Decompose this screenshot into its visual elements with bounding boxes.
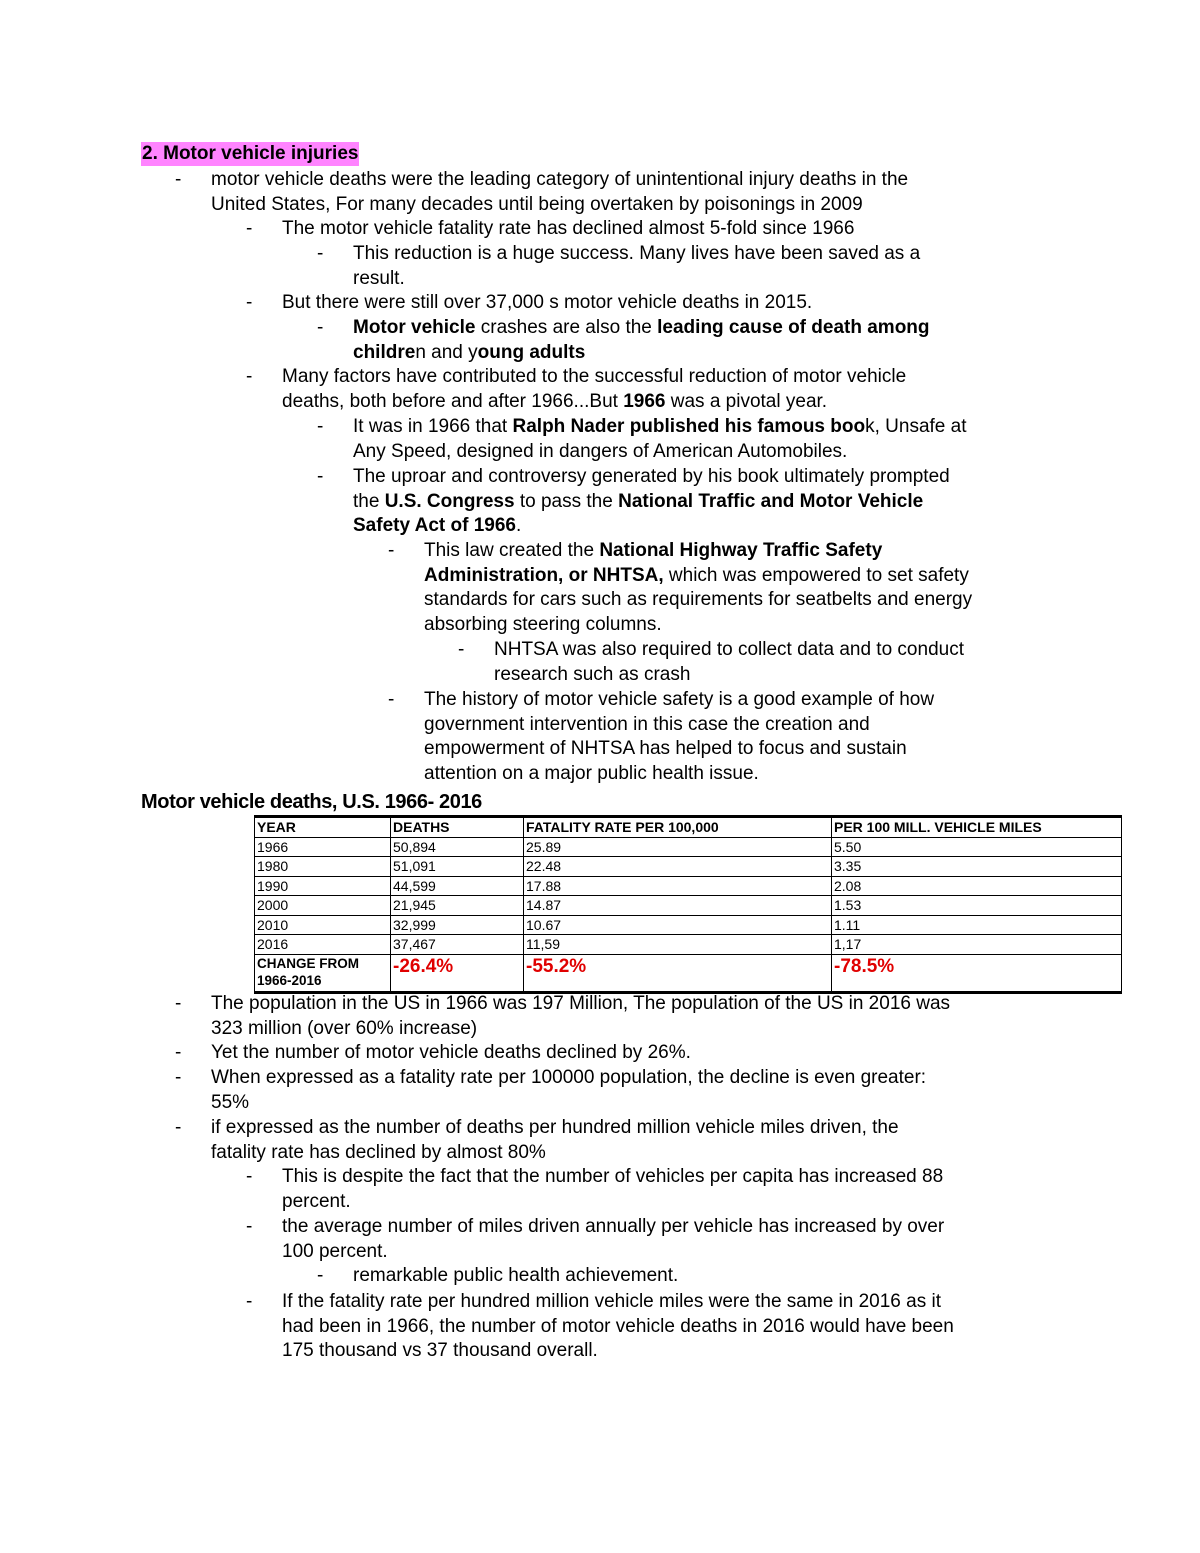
bullet-line: If the fatality rate per hundred million vehicle miles were the same in 2016 as it bbox=[282, 1291, 941, 1312]
table-cell: 17.88 bbox=[524, 876, 832, 896]
bullet-text bbox=[353, 415, 966, 464]
table-cell: 25.89 bbox=[524, 837, 832, 857]
table-cell: 2016 bbox=[255, 935, 391, 955]
bold-text: leading cause of death among bbox=[657, 317, 930, 338]
table-cell: 32,999 bbox=[391, 915, 524, 935]
bullet-dash: - bbox=[246, 1291, 253, 1312]
bullet-dash: - bbox=[388, 689, 395, 710]
bullet-text bbox=[211, 168, 908, 217]
table-cell: 1980 bbox=[255, 857, 391, 877]
bullet-dash: - bbox=[388, 540, 395, 561]
text-span: This law created the bbox=[424, 540, 600, 561]
bullet-text bbox=[211, 1066, 926, 1115]
table-row bbox=[255, 896, 1122, 916]
change-row bbox=[255, 954, 1122, 992]
bullet-line: Many factors have contributed to the successful reduction of motor vehicle bbox=[282, 366, 907, 387]
bullet-line: The population in the US in 1966 was 197 Million, The population of the US in 2016 was bbox=[211, 993, 951, 1014]
bullet-dash: - bbox=[246, 1166, 253, 1187]
bullet-dash: - bbox=[246, 292, 253, 313]
bullet-line: percent. bbox=[282, 1190, 351, 1212]
change-value: -26.4% bbox=[391, 954, 524, 992]
bullet-dash: - bbox=[317, 317, 324, 338]
bullet-text bbox=[353, 316, 930, 365]
table-cell: 50,894 bbox=[391, 837, 524, 857]
bullet-line: attention on a major public health issue. bbox=[424, 762, 759, 784]
bullet-dash: - bbox=[246, 218, 253, 239]
bullet-line: empowerment of NHTSA has helped to focus and sustain bbox=[424, 738, 907, 760]
bullet-dash: - bbox=[317, 243, 324, 264]
column-header: YEAR bbox=[255, 817, 391, 838]
table-title: Motor vehicle deaths, U.S. 1966- 2016 bbox=[141, 791, 482, 813]
bullet-dash: - bbox=[175, 1117, 182, 1138]
table-cell: 5.50 bbox=[832, 837, 1122, 857]
text-span: the bbox=[353, 490, 385, 512]
table-cell: 2000 bbox=[255, 896, 391, 916]
table-cell: 11,59 bbox=[524, 935, 832, 955]
bullet-dash: - bbox=[458, 639, 465, 660]
bullet-line: United States, For many decades until being overtaken by poisonings in 2009 bbox=[211, 193, 863, 215]
bullet-line: This reduction is a huge success. Many lives have been saved as a bbox=[353, 243, 921, 264]
table-cell: 1966 bbox=[255, 837, 391, 857]
bullet-dash: - bbox=[317, 1265, 324, 1286]
bullet-text bbox=[282, 1215, 944, 1264]
bullet-line: 55% bbox=[211, 1091, 250, 1113]
column-header: PER 100 MILL. VEHICLE MILES bbox=[832, 817, 1122, 838]
table-cell: 21,945 bbox=[391, 896, 524, 916]
bullet-line: NHTSA was also required to collect data and to conduct bbox=[494, 639, 964, 660]
bullet-line: The uproar and controversy generated by his book ultimately prompted bbox=[353, 466, 950, 487]
table-cell: 51,091 bbox=[391, 857, 524, 877]
bullet-text: Yet the number of motor vehicle deaths declined by 26%. bbox=[211, 1042, 691, 1063]
bullet-dash: - bbox=[175, 1042, 182, 1063]
text-span: was a pivotal year. bbox=[665, 390, 828, 412]
bullet-text bbox=[424, 539, 972, 637]
column-header: DEATHS bbox=[391, 817, 524, 838]
bullet-line: The history of motor vehicle safety is a good example of how bbox=[424, 689, 935, 710]
bold-text: U.S. Congress bbox=[384, 490, 515, 512]
bullet-dash: - bbox=[175, 993, 182, 1014]
bullet-line: motor vehicle deaths were the leading category of unintentional injury deaths in the bbox=[211, 169, 909, 190]
table-row bbox=[255, 915, 1122, 935]
deaths-table bbox=[254, 815, 1122, 994]
bullet-line bbox=[353, 316, 930, 341]
bullet-text bbox=[424, 688, 934, 786]
table-cell: 2.08 bbox=[832, 876, 1122, 896]
table-cell: 37,467 bbox=[391, 935, 524, 955]
change-label bbox=[255, 954, 391, 992]
bullet-dash: - bbox=[246, 366, 253, 387]
bullet-line bbox=[282, 390, 906, 415]
bullet-text bbox=[211, 1116, 899, 1165]
bullet-line: government intervention in this case the creation and bbox=[424, 713, 870, 735]
bullet-line bbox=[353, 490, 950, 515]
text-span: deaths, both before and after 1966...But bbox=[282, 390, 624, 412]
column-header: FATALITY RATE PER 100,000 bbox=[524, 817, 832, 838]
table-row bbox=[255, 876, 1122, 896]
bullet-text: But there were still over 37,000 s motor vehicle deaths in 2015. bbox=[282, 292, 813, 313]
change-label-line: CHANGE FROM bbox=[257, 955, 359, 971]
bold-text: National Highway Traffic Safety bbox=[599, 540, 883, 561]
table-cell: 1990 bbox=[255, 876, 391, 896]
bullet-line: 323 million (over 60% increase) bbox=[211, 1017, 478, 1039]
bullet-line: This is despite the fact that the number of vehicles per capita has increased 88 bbox=[282, 1166, 944, 1187]
text-span: n and y bbox=[415, 341, 478, 363]
table-cell: 10.67 bbox=[524, 915, 832, 935]
bullet-dash: - bbox=[175, 169, 182, 190]
bullet-line: the average number of miles driven annually per vehicle has increased by over bbox=[282, 1216, 945, 1237]
table-row bbox=[255, 857, 1122, 877]
bold-text: Ralph Nader published his famous boo bbox=[512, 416, 866, 437]
bullet-line bbox=[353, 514, 950, 539]
table-cell: 14.87 bbox=[524, 896, 832, 916]
change-value: -78.5% bbox=[832, 954, 1122, 992]
table-cell: 44,599 bbox=[391, 876, 524, 896]
bold-text: Administration, or NHTSA, bbox=[424, 564, 664, 586]
bullet-line: absorbing steering columns. bbox=[424, 613, 662, 635]
bullet-text bbox=[353, 242, 920, 291]
section-heading: 2. Motor vehicle injuries bbox=[142, 143, 359, 164]
bullet-text bbox=[494, 638, 964, 687]
bullet-text bbox=[211, 992, 950, 1041]
bullet-dash: - bbox=[317, 466, 324, 487]
bullet-text: remarkable public health achievement. bbox=[353, 1265, 679, 1286]
bullet-line: Any Speed, designed in dangers of American Automobiles. bbox=[353, 440, 848, 462]
bullet-text bbox=[282, 1165, 943, 1214]
text-span: crashes are also the bbox=[475, 317, 658, 338]
bold-text: Safety Act of 1966 bbox=[353, 515, 516, 537]
bullet-line: 175 thousand vs 37 thousand overall. bbox=[282, 1340, 598, 1362]
bullet-line bbox=[353, 341, 930, 366]
text-span: to pass the bbox=[514, 490, 619, 512]
text-span: . bbox=[515, 515, 522, 537]
table-cell: 1.11 bbox=[832, 915, 1122, 935]
bullet-line: research such as crash bbox=[494, 663, 691, 685]
change-value: -55.2% bbox=[524, 954, 832, 992]
bullet-line bbox=[353, 415, 966, 440]
bold-text: oung adults bbox=[477, 341, 586, 363]
bold-text: National Traffic and Motor Vehicle bbox=[618, 490, 924, 512]
table-cell: 22.48 bbox=[524, 857, 832, 877]
table-cell: 1,17 bbox=[832, 935, 1122, 955]
bullet-line: standards for cars such as requirements for seatbelts and energy bbox=[424, 589, 973, 611]
bold-text: Motor vehicle bbox=[353, 317, 476, 338]
bullet-line: had been in 1966, the number of motor vehicle deaths in 2016 would have been bbox=[282, 1315, 954, 1337]
bullet-text bbox=[282, 1290, 954, 1364]
bullet-line: result. bbox=[353, 267, 405, 289]
bullet-dash: - bbox=[175, 1067, 182, 1088]
bullet-line bbox=[424, 564, 972, 589]
text-span: k, Unsafe at bbox=[865, 416, 967, 437]
bullet-text: The motor vehicle fatality rate has declined almost 5-fold since 1966 bbox=[282, 218, 855, 239]
bold-text: childre bbox=[353, 341, 416, 363]
bullet-line: if expressed as the number of deaths per hundred million vehicle miles driven, the bbox=[211, 1117, 899, 1138]
bullet-line: fatality rate has declined by almost 80% bbox=[211, 1141, 546, 1163]
table-cell: 3.35 bbox=[832, 857, 1122, 877]
bullet-text bbox=[353, 465, 950, 539]
bullet-line bbox=[424, 539, 972, 564]
table-cell: 1.53 bbox=[832, 896, 1122, 916]
bullet-dash: - bbox=[246, 1216, 253, 1237]
bullet-dash: - bbox=[317, 416, 324, 437]
table-row bbox=[255, 935, 1122, 955]
bold-text: 1966 bbox=[623, 390, 666, 412]
table-cell: 2010 bbox=[255, 915, 391, 935]
table-row bbox=[255, 837, 1122, 857]
change-label-line: 1966-2016 bbox=[257, 972, 322, 988]
bullet-line: 100 percent. bbox=[282, 1240, 388, 1262]
text-span: which was empowered to set safety bbox=[663, 564, 969, 586]
bullet-line: When expressed as a fatality rate per 100000 population, the decline is even greater: bbox=[211, 1067, 927, 1088]
bullet-text bbox=[282, 365, 906, 414]
table-header-row bbox=[255, 817, 1122, 838]
text-span: It was in 1966 that bbox=[353, 416, 513, 437]
